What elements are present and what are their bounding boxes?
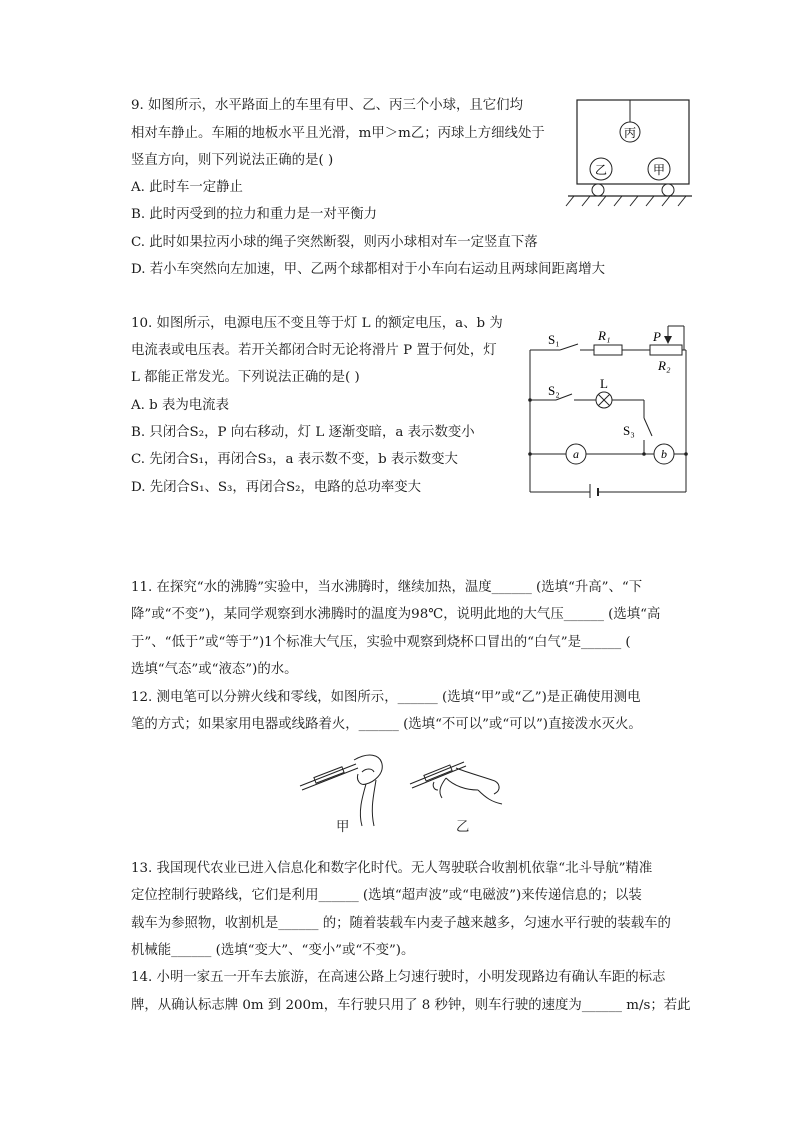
q12-line-2: 笔的方式；如果家用电器或线路着火，______ (选填“不可以”或“可以”)直接泼水灭火。 bbox=[131, 717, 642, 732]
q11-line-3: 于”、“低于”或“等于”)1个标准大气压，实验中观察到烧杯口冒出的“白气”是______ ( bbox=[131, 635, 631, 650]
q9-option-b: B. 此时丙受到的拉力和重力是一对平衡力 bbox=[131, 207, 377, 222]
q13-line-1: 13. 我国现代农业已进入信息化和数字化时代。无人驾驶联合收割机依靠“北斗导航”精准 bbox=[131, 861, 653, 876]
q13-line-2: 定位控制行驶路线，它们是利用______ (选填“超声波”或“电磁波”)来传递信息的；以装 bbox=[131, 888, 642, 903]
q9-option-d: D. 若小车突然向左加速，甲、乙两个球都相对于小车向右运动且两球间距离增大 bbox=[131, 262, 606, 277]
q12-test-pen-figure bbox=[296, 742, 508, 836]
junction-1 bbox=[528, 398, 532, 402]
q12-figure-label-left: 甲 bbox=[336, 820, 350, 835]
q12-figure-label-right: 乙 bbox=[456, 820, 470, 835]
junction-3 bbox=[642, 452, 646, 456]
ball-c-label: 丙 bbox=[623, 126, 637, 140]
q10-option-a: A. b 表为电流表 bbox=[131, 398, 229, 413]
q10-option-d: D. 先闭合S₁、S₃，再闭合S₂，电路的总功率变大 bbox=[131, 480, 422, 495]
q10-line-2: 电流表或电压表。若开关都闭合时无论将滑片 P 置于何处，灯 bbox=[131, 343, 497, 358]
q11-line-2: 降”或“不变”)，某同学观察到水沸腾时的温度为98℃，说明此地的大气压______ (选填“高 bbox=[131, 607, 661, 622]
q9-option-a: A. 此时车一定静止 bbox=[131, 180, 243, 195]
label-s2: S₂ bbox=[548, 383, 560, 398]
wheel-left bbox=[592, 184, 604, 196]
meter-a-label: a bbox=[573, 447, 579, 461]
q10-line-3: L 都能正常发光。下列说法正确的是( ) bbox=[131, 370, 360, 385]
meter-b-label: b bbox=[661, 447, 667, 461]
q10-option-c: C. 先闭合S₁，再闭合S₃，a 表示数不变，b 表示数变大 bbox=[131, 452, 458, 467]
ball-a-label: 甲 bbox=[652, 163, 666, 177]
ground-hatch bbox=[566, 196, 686, 206]
q9-line-2: 相对车静止。车厢的地板水平且光滑，m甲＞m乙；丙球上方细线处于 bbox=[131, 126, 545, 141]
q11-line-1: 11. 在探究“水的沸腾”实验中，当水沸腾时，继续加热，温度______ (选填“升高”、“下 bbox=[131, 580, 643, 595]
q9-line-3: 竖直方向，则下列说法正确的是( ) bbox=[131, 153, 334, 168]
label-r1: R₁ bbox=[598, 328, 611, 343]
ball-b-label: 乙 bbox=[594, 163, 608, 177]
q14-line-1: 14. 小明一家五一开车去旅游，在高速公路上匀速行驶时，小明发现路边有确认车距的标志 bbox=[131, 970, 666, 985]
q10-line-1: 10. 如图所示，电源电压不变且等于灯 L 的额定电压，a、b 为 bbox=[131, 316, 503, 331]
junction-2 bbox=[528, 452, 532, 456]
slider-arrow bbox=[664, 336, 672, 344]
q13-line-4: 机械能______ (选填“变大”、“变小”或“不变”)。 bbox=[131, 943, 415, 958]
q10-option-b: B. 只闭合S₂，P 向右移动，灯 L 逐渐变暗，a 表示数变小 bbox=[131, 425, 475, 440]
label-p: P bbox=[653, 329, 661, 344]
pen-left bbox=[300, 755, 382, 826]
q12-line-1: 12. 测电笔可以分辨火线和零线，如图所示，______ (选填“甲”或“乙”)是正确使用测电 bbox=[131, 690, 641, 705]
label-r2: R₂ bbox=[658, 358, 671, 373]
q11-line-4: 选填“气态”或“液态”)的水。 bbox=[131, 662, 298, 677]
q9-cart-figure bbox=[560, 94, 700, 208]
wheel-right bbox=[662, 184, 674, 196]
label-s1: S₁ bbox=[548, 332, 560, 347]
label-s3: S₃ bbox=[623, 423, 635, 438]
pen-right bbox=[410, 762, 502, 804]
q10-circuit-figure bbox=[520, 318, 698, 498]
q9-option-c: C. 此时如果拉丙小球的绳子突然断裂，则丙小球相对车一定竖直下落 bbox=[131, 235, 538, 250]
q9-line-1: 9. 如图所示，水平路面上的车里有甲、乙、丙三个小球，且它们均 bbox=[131, 98, 523, 113]
junction-4 bbox=[684, 452, 688, 456]
q13-line-3: 载车为参照物，收割机是______ 的；随着装载车内麦子越来越多，匀速水平行驶的装载车的 bbox=[131, 916, 671, 931]
label-lamp: L bbox=[600, 376, 608, 391]
q14-line-2: 牌，从确认标志牌 0m 到 200m，车行驶只用了 8 秒钟，则车行驶的速度为______ m/s；若此 bbox=[131, 998, 691, 1013]
